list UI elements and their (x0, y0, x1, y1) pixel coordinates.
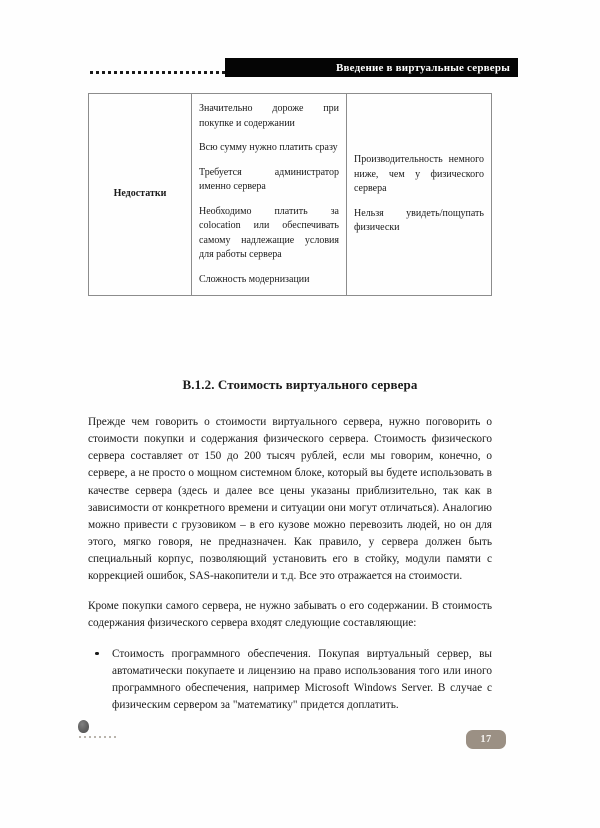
body-content (88, 414, 492, 715)
ink-blob-icon (78, 720, 89, 733)
list-item: Всю сумму нужно платить сразу (199, 142, 338, 153)
list-item-text: Стоимость программного обеспечения. Покупая виртуальный сервер, вы автоматически покупаете и лицензию на право использования того или иного программного обеспечения, например Microsoft Windows Server. В случае с физическим сервером за "математику" придется доплатить. (112, 647, 492, 712)
list-item: Нельзя увидеть/пощупать физически (354, 207, 484, 234)
list-item: Производительность немного ниже, чем у физического сервера (354, 154, 484, 195)
paragraph: Кроме покупки самого сервера, не нужно забывать о его содержании. В стоимость содержания физического сервера входят следующие составляющие: (88, 599, 492, 629)
table-cell-physical-disadvantages (192, 94, 347, 296)
table-cell-virtual-disadvantages (347, 94, 492, 296)
list-item: Значительно дороже при покупке и содержании (199, 103, 339, 129)
table-row (89, 94, 492, 296)
header-black-bar (225, 58, 518, 77)
list-item: Сложность модернизации (199, 273, 310, 285)
header-dotted-rule (90, 71, 226, 74)
section-heading: В.1.2. Стоимость виртуального сервера (182, 376, 418, 392)
page-number-badge (466, 730, 506, 749)
running-header (0, 58, 600, 80)
paragraph: Прежде чем говорить о стоимости виртуального сервера, нужно поговорить о стоимости покупки и содержания физического сервера. Стоимость физического сервера составляет от 150 до 200 тысяч рублей, если мы говорим, конечно, о сервере, а не просто о мощном системном блоке, который вы будете использовать в качестве сервера (здесь и далее все цены указаны приблизительно, так как в зависимости от конкретного времени и ситуации они могут отличаться). Аналогию можно привести с грузовиком – в его кузове можно перевозить людей, но он для этого, мягко говоря, не предназначен. Как правило, у сервера должен быть специальный корпус, позволяющий установить его в стойку, модули памяти с коррекцией ошибок, SAS-накопители и т.д. Все это отражается на стоимости. (88, 416, 492, 583)
footer-scan-artifact (72, 720, 132, 752)
bulleted-list (88, 646, 492, 715)
bullet-dot-icon (95, 652, 99, 656)
table-row-label: Недостатки (89, 94, 192, 296)
list-item: Необходимо платить за colocation или обеспечивать самому надлежащие условия для работы сервера (199, 205, 339, 260)
list-item: Требуется администратор именно сервера (199, 166, 339, 192)
list-item (88, 646, 492, 715)
comparison-table (88, 93, 492, 296)
page-number: 17 (480, 734, 492, 745)
footer-dotted-rule (79, 736, 117, 738)
running-header-title: Введение в виртуальные серверы (335, 61, 510, 74)
